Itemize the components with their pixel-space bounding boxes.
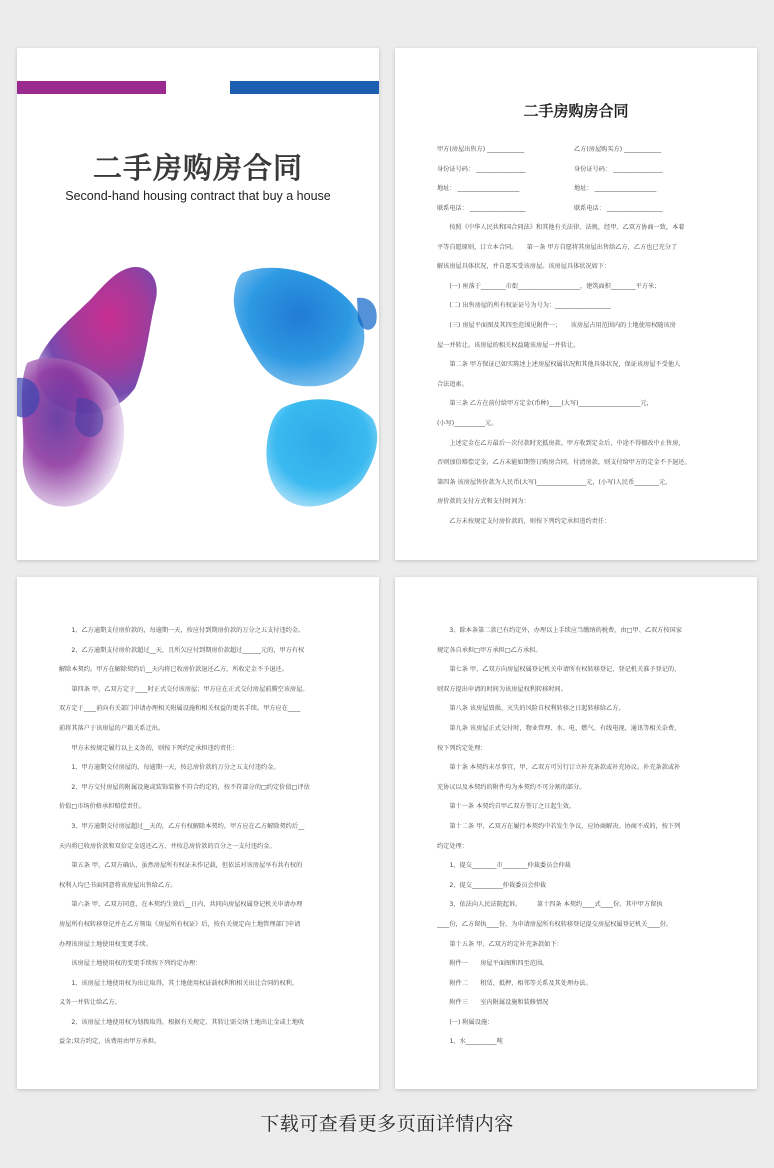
cover-subtitle: Second-hand housing contract that buy a house bbox=[65, 189, 331, 203]
contract-line: (二) 出售房屋的所有权证证号为号为：__________________ bbox=[437, 302, 611, 310]
blue-accent-bar bbox=[230, 81, 379, 94]
contract-line: 办理该房屋土地使用权变更手续。 bbox=[59, 940, 152, 948]
contract-title: 二手房购房合同 bbox=[523, 102, 629, 120]
purple-accent-bar bbox=[17, 81, 166, 94]
contract-line: 义务一并转让给乙方。 bbox=[59, 999, 121, 1007]
contract-line: (三) 房屋平面图及其四至范围见附件一； 该房屋占用范围内的土地使用权随该房 bbox=[437, 321, 676, 329]
contract-line: 屋一并转让。该房屋的相关权益随该房屋一并转让。 bbox=[437, 341, 580, 349]
contract-line: 2、提交__________仲裁委员会仲裁 bbox=[437, 881, 547, 889]
contract-line: 第九条 该房屋正式交付时，物业管理、水、电、燃气、有线电视、通讯等相关杂费， bbox=[437, 724, 681, 732]
contract-line: 附件三 室内附属设施和装修情况 bbox=[437, 999, 549, 1007]
contract-page-3 bbox=[395, 577, 757, 1089]
contract-line: 1、乙方逾期支付房价款的，每逾期一天，按应付到期房价款的万分之五支付违约金。 bbox=[59, 627, 305, 634]
contract-line: 1、水__________吨 bbox=[437, 1038, 503, 1046]
contract-line: 3、依法向人民法院起诉。 第十四条 本契约____式____份。其中甲方留执 bbox=[437, 901, 663, 909]
contract-line: ____份，乙方留执____份，为申请房屋所有权转移登记提交房屋权属登记机关____份。 bbox=[437, 920, 673, 928]
contract-line: 3、甲方逾期交付房屋超过__天的，乙方有权解除本契约。甲方应在乙方解除契约后__ bbox=[59, 822, 305, 830]
contract-line: 平等自愿原则，订立本合同。 第一条 甲方自愿将其房屋出售给乙方，乙方也已充分了 bbox=[437, 243, 678, 251]
contract-line: 合法追索。 bbox=[437, 380, 468, 388]
contract-line: 房价款的支付方式和支付时间为： bbox=[437, 498, 530, 506]
party-row: 甲方(房屋出售方) ____________ 乙方(房屋购买方) ____________ bbox=[437, 146, 662, 153]
contract-line: 第五条 甲、乙双方确认，虽然房屋所有权证未作记载，但依法对该房屋享有共有权的 bbox=[59, 862, 303, 870]
contract-line: 上述定金在乙方最后一次付款时充抵房款。甲方收到定金后，中途不得擅改中止售房， bbox=[437, 439, 685, 447]
contract-line: 解除本契约。甲方在解除契约后__天内将已收房价款退还乙方，所收定金不予退还。 bbox=[59, 666, 288, 674]
contract-line: 3、除本条第二款已有约定外，办理以上手续应当缴纳的税费，由□甲、乙双方按国家 bbox=[437, 627, 682, 634]
contract-line: 第十条 本契约未尽事宜，甲、乙双方可另行订立补充条款或补充协议。补充条款或补 bbox=[437, 764, 681, 772]
contract-line: 1、该房屋土地使用权为出让取得，其土地使用权证载权利和相关出让合同的权利、 bbox=[59, 979, 299, 987]
blue-ink-butterfly-wing bbox=[222, 258, 379, 514]
contract-line: 否则加倍赔偿定金，乙方未能如期签订购房合同，付清房款，则支付给甲方的定金不予退还。 bbox=[437, 459, 691, 467]
party-row: 联系电话： __________________ 联系电话： __________________ bbox=[437, 204, 663, 212]
contract-line: 第六条 甲、乙双方同意，在本契约生效后__日内，共同向房屋权属登记机关申请办理 bbox=[59, 901, 303, 909]
contract-line: 权利人均已书面同意将该房屋出售给乙方。 bbox=[59, 881, 177, 889]
download-more-notice[interactable]: 下载可查看更多页面详情内容 bbox=[260, 1113, 514, 1135]
contract-line: 价值□市场价格承担赔偿责任。 bbox=[59, 803, 146, 811]
contract-line: 附件一 房屋平面图和四至范围。 bbox=[437, 960, 549, 968]
contract-page-2 bbox=[17, 577, 379, 1089]
contract-line: 房屋所有权转移登记并在乙方领取《房屋所有权证》后，按有关规定向土地管理部门申请 bbox=[59, 920, 301, 928]
contract-line: 双方定于____前向有关部门申请办理相关附属设施和相关权益的更名手续。甲方应在____ bbox=[59, 705, 301, 713]
cover-title: 二手房购房合同 bbox=[92, 151, 303, 185]
contract-line: 第四条 该房屋售价款为人民币(大写)________________元，(小写)人民币________元， bbox=[437, 478, 672, 486]
contract-line: 按下列约定处理： bbox=[437, 744, 487, 752]
contract-line: 益金;双方约定，该费用由甲方承担。 bbox=[59, 1038, 161, 1046]
contract-line: 第二条 甲方保证已如实陈述上述房屋权属状况和其他具体状况，保证该房屋不受他人 bbox=[437, 361, 681, 369]
contract-line: 充协议以及本契约的附件均为本契约不可分割的部分。 bbox=[437, 783, 586, 791]
contract-line: 第八条 该房屋毁损、灭失的风险自权利转移之日起转移给乙方。 bbox=[437, 705, 625, 713]
contract-line: (小写)__________元。 bbox=[437, 419, 498, 427]
contract-line: 2、甲方交付房屋的附属设施或装饰装修不符合约定的，按不符部分的□约定价值□评估 bbox=[59, 783, 310, 791]
contract-line: 甲方未按规定履行以上义务的，则按下列约定承担违约责任： bbox=[59, 744, 239, 752]
contract-body bbox=[395, 218, 757, 532]
contract-page-1 bbox=[395, 48, 757, 560]
contract-line: 第十二条 甲、乙双方在履行本契约中若发生争议，应协商解决。协商不成的，按下列 bbox=[437, 822, 681, 830]
contract-line: 第三条 乙方在前付给甲方定金(币种)____(大写)____________________元， bbox=[437, 400, 653, 408]
contract-line: 天内将已收房价款和双倍定金返还乙方，并按总房价款的百分之一支付违约金。 bbox=[59, 842, 276, 850]
contract-body bbox=[395, 621, 757, 1052]
contract-line: 约定处理： bbox=[437, 842, 468, 850]
contract-line: 规定各自承担□甲方承担□乙方承担。 bbox=[437, 646, 542, 654]
party-info bbox=[395, 140, 757, 218]
contract-line: 前将其落户于该房屋的户籍关系迁出。 bbox=[59, 724, 165, 732]
contract-line: 1、甲方逾期交付房屋的，每逾期一天，按总房价款的万分之五支付违约金。 bbox=[59, 764, 280, 772]
contract-line: 2、乙方逾期支付房价款超过__天，且所欠应付到期房价款超过______元的，甲方有权 bbox=[59, 646, 305, 654]
contract-line: 第四条 甲、乙双方定于____时正式交付该房屋；甲方应在正式交付房屋前腾空该房屋。 bbox=[59, 685, 309, 693]
contract-line: 解该房屋具体状况，并自愿买受该房屋。该房屋具体状况如下： bbox=[437, 263, 611, 271]
contract-line: 1、提交________市________仲裁委员会仲裁 bbox=[437, 862, 571, 870]
party-row: 地址： ____________________ 地址： ____________________ bbox=[437, 185, 657, 193]
contract-body bbox=[17, 621, 379, 1052]
contract-line: 该房屋土地使用权的变更手续按下列约定办理： bbox=[59, 960, 202, 968]
contract-line: 附件二 租赁、抵押、相邻等关系及其处理办法。 bbox=[437, 979, 592, 987]
contract-line: (一) 附属设施： bbox=[437, 1018, 494, 1026]
purple-ink-butterfly-wing bbox=[17, 248, 167, 513]
contract-line: 乙方未按规定支付房价款的，则按下列约定承担违约责任： bbox=[437, 517, 611, 525]
contract-line: 第十五条 甲、乙双方约定补充条款如下： bbox=[437, 940, 563, 948]
contract-line: 第七条 甲、乙双方向房屋权属登记机关申请所有权转移登记，登记机关准予登记的， bbox=[437, 666, 681, 674]
contract-line: 按照《中华人民共和国合同法》和其他有关法律、法规，经甲、乙双方协商一致，本着 bbox=[437, 224, 685, 231]
contract-line: (一) 座落于________市街____________________，建筑面积________平方米； bbox=[437, 282, 661, 290]
contract-line: 第十一条 本契约自甲乙双方签订之日起生效。 bbox=[437, 803, 576, 811]
contract-line: 2、该房屋土地使用权为划拨取得，根据有关规定，其转让需交纳土地出让金或土地收 bbox=[59, 1018, 305, 1026]
cover-page bbox=[17, 48, 379, 560]
party-row: 身份证号码： ________________ 身份证号码： ________________ bbox=[437, 165, 663, 173]
contract-line: 则双方提出申请的时间为该房屋权利转移时间。 bbox=[437, 685, 567, 693]
